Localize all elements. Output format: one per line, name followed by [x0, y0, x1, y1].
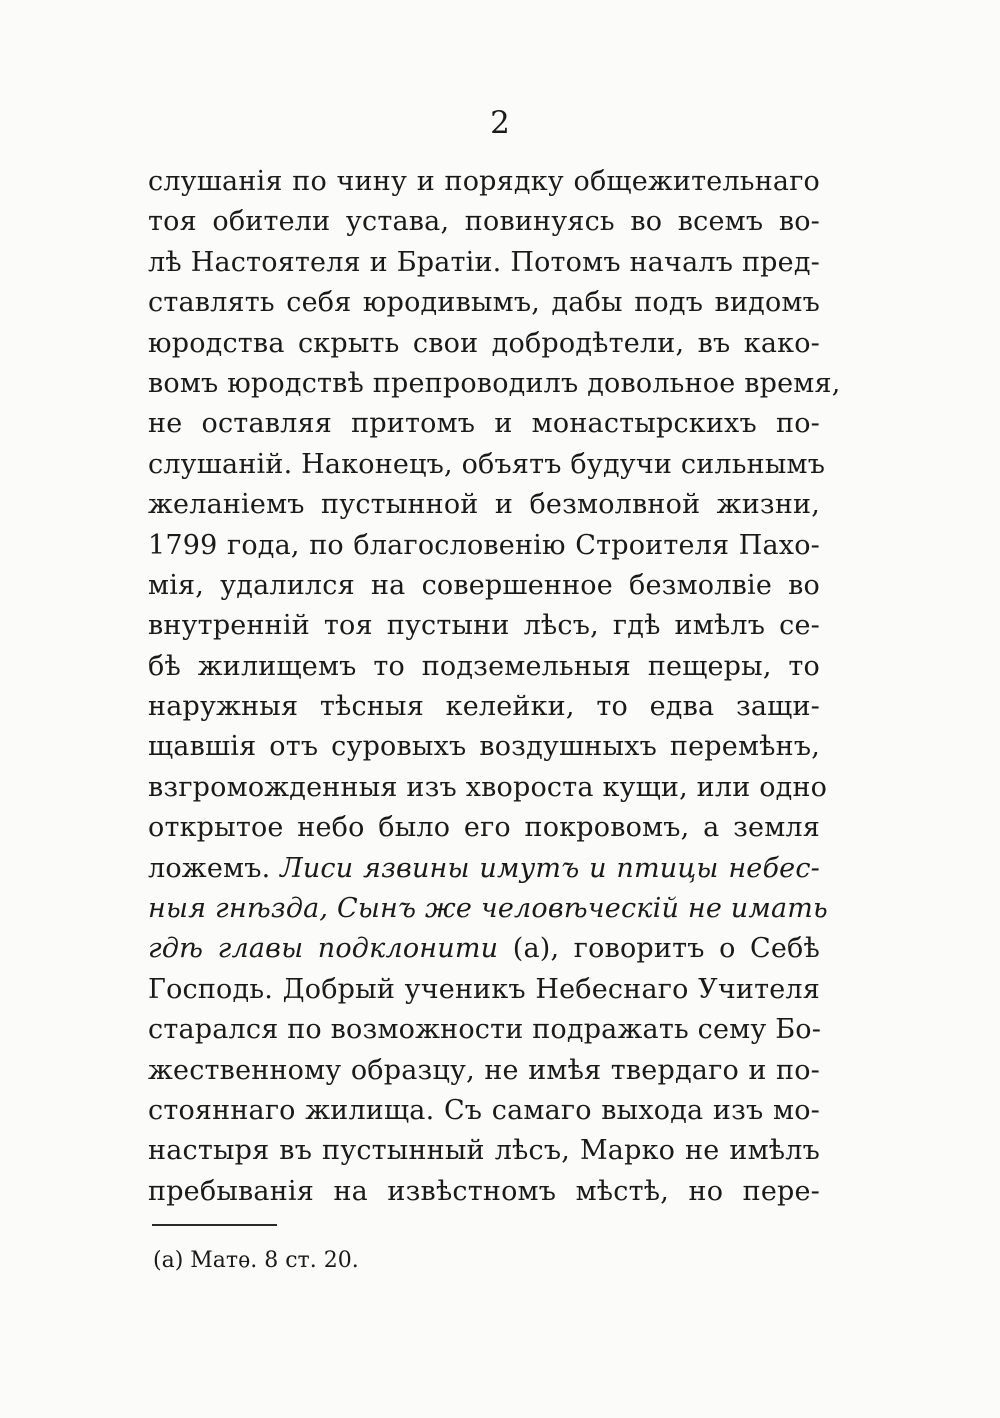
footnote-divider [152, 1224, 277, 1226]
body-text [148, 162, 841, 1212]
text-line: лѣ Настоятеля и Братіи. Потомъ началъ пред- [148, 246, 820, 278]
text-normal: ложемъ. [148, 852, 271, 884]
text-line: пребыванія на извѣстномъ мѣстѣ, но пере- [148, 1175, 820, 1207]
text-line: вомъ юродствѣ препроводилъ довольное время, [148, 367, 841, 399]
page-number: 2 [490, 105, 510, 141]
text-line: жественному образцу, не имѣя твердаго и по- [148, 1054, 820, 1086]
text-line: старался по возможности подражать сему Бо- [148, 1014, 822, 1046]
footnote: (а) Матѳ. 8 ст. 20. [153, 1248, 359, 1273]
text-line: ставлять себя юродивымъ, дабы подъ видомъ [148, 287, 820, 319]
text-line: Господь. Добрый ученикъ Небеснаго Учителя [148, 973, 820, 1005]
text-line: 1799 года, по благословенію Строителя Пахо- [148, 529, 820, 561]
text-line: желаніемъ пустынной и безмолвной жизни, [148, 489, 820, 521]
text-line: бѣ жилищемъ то подземельныя пещеры, то [148, 650, 820, 682]
text-line: взгроможденныя изъ хвороста кущи, или одно [148, 771, 828, 803]
text-line: не оставляя притомъ и монастырскихъ по- [148, 408, 820, 440]
text-line: стояннаго жилища. Съ самаго выхода изъ мо- [148, 1094, 820, 1126]
scripture-quote: ныя гнѣзда, Сынъ же человѣческій не имать [148, 893, 828, 925]
text-line: открытое небо было его покровомъ, а земля [148, 812, 820, 844]
text-line: мія, удалился на совершенное безмолвіе во [148, 569, 820, 601]
text-normal: (а), говоритъ о Себѣ [512, 933, 820, 965]
text-line: слушанія по чину и порядку общежительнаго [148, 166, 820, 197]
text-line: тоя обители устава, повинуясь во всемъ во- [148, 206, 820, 238]
text-line: наружныя тѣсныя келейки, то едва защи- [148, 691, 820, 723]
text-line: слушаній. Наконецъ, объятъ будучи сильнымъ [148, 448, 826, 480]
scripture-quote: Лиси язвины имутъ и птицы небес- [280, 852, 820, 884]
text-line: щавшія отъ суровыхъ воздушныхъ перемѣнъ, [148, 731, 820, 763]
text-line: настыря въ пустынный лѣсъ, Марко не имѣлъ [148, 1135, 820, 1167]
text-line: внутренній тоя пустыни лѣсъ, гдѣ имѣлъ се- [148, 610, 820, 642]
text-line-mixed [148, 849, 820, 889]
text-line-mixed [148, 889, 828, 929]
scripture-quote: гдѣ главы подклонити [148, 933, 499, 965]
text-line: юродства скрыть свои добродѣтели, въ како- [148, 327, 820, 359]
text-line-mixed [148, 929, 820, 969]
